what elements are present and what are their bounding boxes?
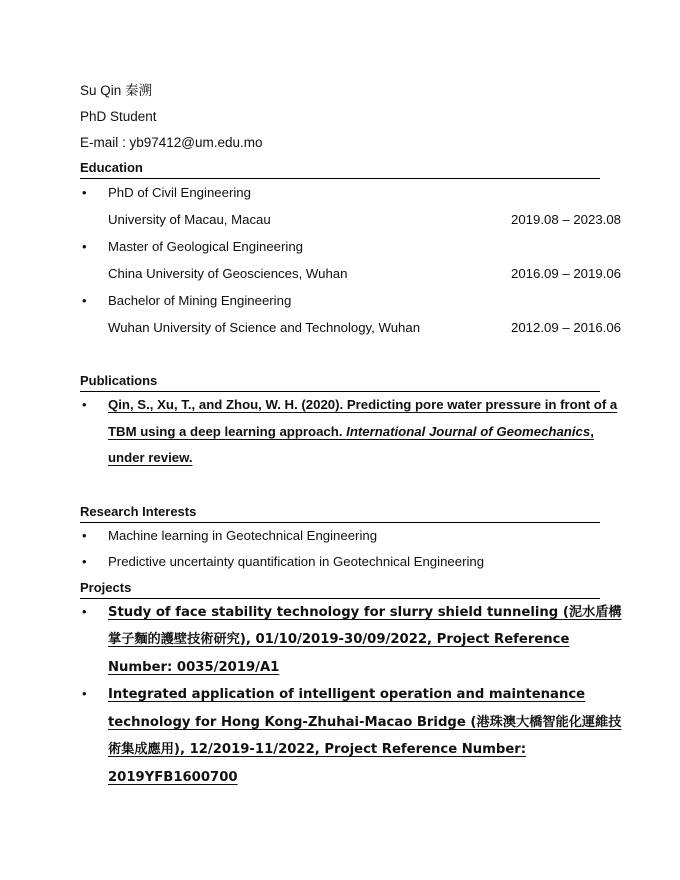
research-interest-text: Predictive uncertainty quantification in Geotechnical Engineering — [108, 554, 485, 569]
section-heading-education: Education — [80, 158, 600, 179]
research-interests-list — [80, 523, 600, 576]
education-school: University of Macau, Macau — [108, 211, 271, 227]
education-degree: Bachelor of Mining Engineering — [108, 293, 292, 308]
research-interest-text: Machine learning in Geotechnical Engineering — [108, 527, 378, 543]
section-heading-projects: Projects — [80, 578, 600, 599]
projects-list — [80, 599, 622, 792]
person-email: E-mail : yb97412@um.edu.mo — [80, 135, 263, 150]
project-description: Study of face stability technology for slurry shield tunneling (泥水盾構掌子麵的護壁技術研究), 01/10/2019-30/09/2022, Project Reference Number: 0035/2019/A1 — [108, 604, 622, 675]
research-interest-item — [80, 549, 600, 576]
bullet-icon: • — [82, 293, 87, 308]
research-interest-item — [80, 523, 600, 550]
person-name: Su Qin 秦溯 — [80, 83, 153, 98]
bullet-icon: • — [82, 397, 87, 412]
publications-list — [80, 392, 618, 472]
person-role: PhD Student — [80, 109, 157, 124]
contact-header — [80, 78, 600, 156]
education-dates: 2016.09 – 2019.06 — [510, 265, 621, 281]
education-degree: PhD of Civil Engineering — [108, 185, 251, 200]
project-item — [80, 599, 623, 682]
section-heading-research-interests: Research Interests — [80, 502, 600, 523]
education-list — [80, 180, 621, 341]
education-school: Wuhan University of Science and Technology, Wuhan — [108, 319, 421, 335]
education-dates: 2012.09 – 2016.06 — [510, 319, 621, 335]
publication-entry — [80, 392, 629, 472]
bullet-icon: • — [82, 239, 87, 254]
bullet-icon: • — [82, 603, 87, 619]
publication-journal-name: International Journal of Geomechanics — [346, 423, 591, 439]
education-entry — [80, 180, 621, 233]
education-degree: Master of Geological Engineering — [108, 239, 303, 254]
education-degree-row — [80, 180, 600, 207]
education-degree-row — [80, 288, 600, 315]
education-school-row — [80, 261, 621, 288]
bullet-icon: • — [82, 554, 87, 569]
publication-text-lead: Qin, S., Xu, T., and Zhou, W. H. (2020). Predicting pore water pressure in front of a TBM using a deep learning approach. — [108, 397, 618, 439]
bullet-icon: • — [82, 527, 87, 543]
publication-citation — [108, 397, 617, 465]
bullet-icon: • — [82, 185, 87, 200]
project-description: Integrated application of intelligent operation and maintenance technology for Hong Kong-Zhuhai-Macao Bridge (港珠澳大橋智能化運維技術集成應用), 12/2019-11/2022, Project Reference Number: 2019YFB1600700 — [108, 687, 622, 785]
project-item — [80, 681, 623, 791]
education-school: China University of Geosciences, Wuhan — [108, 265, 348, 281]
section-heading-publications: Publications — [80, 371, 600, 392]
bullet-icon: • — [82, 686, 87, 701]
education-entry — [80, 288, 621, 341]
education-school-row — [80, 207, 621, 234]
education-school-row — [80, 315, 621, 342]
education-dates: 2019.08 – 2023.08 — [510, 211, 621, 227]
education-entry — [80, 234, 621, 287]
publication-status: , under review. — [108, 423, 594, 465]
education-degree-row — [80, 234, 600, 261]
